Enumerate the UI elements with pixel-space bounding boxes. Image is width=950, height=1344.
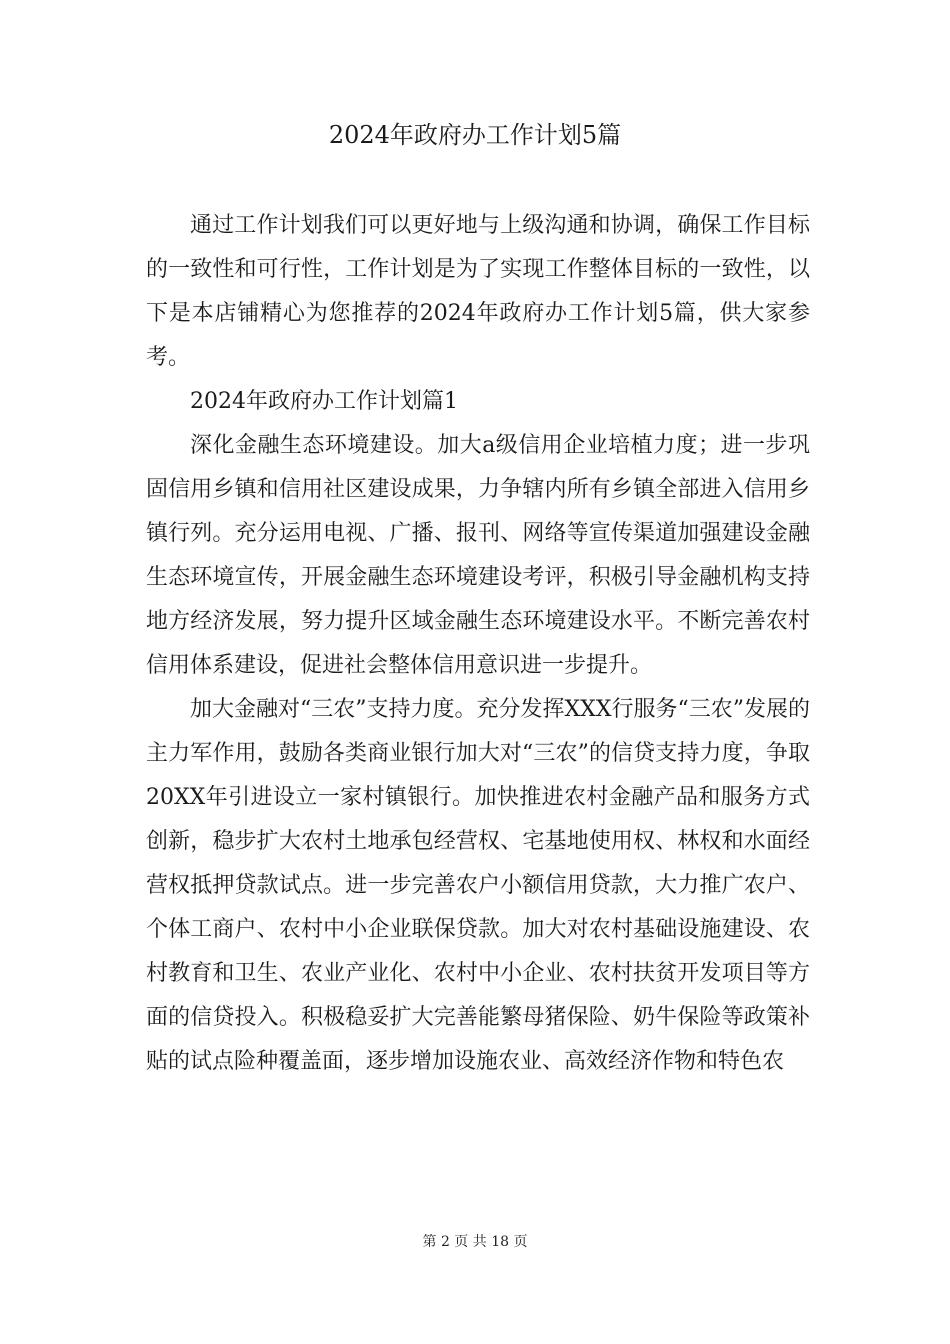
body-paragraph: 加大金融对“三农”支持力度。充分发挥XXX行服务“三农”发展的主力军作用，鼓励各类商业银行加大对“三农”的信贷支持力度，争取20XX年引进设立一家村镇银行。加快推进农村金融产品和服务方式创新，稳步扩大农村土地承包经营权、宅基地使用权、林权和水面经营权抵押贷款试点。进一步完善农户小额信用贷款，大力推广农户、个体工商户、农村中小企业联保贷款。加大对农村基础设施建设、农村教育和卫生、农业产业化、农村中小企业、农村扶贫开发项目等方面的信贷投入。积极稳妥扩大完善能繁母猪保险、奶牛保险等政策补贴的试点险种覆盖面，逐步增加设施农业、高效经济作物和特色农: [146, 697, 810, 1074]
body-paragraph: 深化金融生态环境建设。加大a级信用企业培植力度；进一步巩固信用乡镇和信用社区建设成果，力争辖内所有乡镇全部进入信用乡镇行列。充分运用电视、广播、报刊、网络等宣传渠道加强建设金融生态环境宣传，开展金融生态环境建设考评，积极引导金融机构支持地方经济发展，努力提升区域金融生态环境建设水平。不断完善农村信用体系建设，促进社会整体信用意识进一步提升。: [146, 433, 810, 678]
intro-paragraph: 通过工作计划我们可以更好地与上级沟通和协调，确保工作目标的一致性和可行性，工作计划是为了实现工作整体目标的一致性，以下是本店铺精心为您推荐的2024年政府办工作计划5篇，供大家参考。: [146, 213, 810, 370]
page-number-footer: 第 2 页 共 18 页: [422, 1234, 528, 1250]
section-heading: 2024年政府办工作计划篇1: [190, 389, 458, 414]
document-body: [146, 204, 810, 1084]
document-title: 2024年政府办工作计划5篇: [328, 121, 622, 149]
